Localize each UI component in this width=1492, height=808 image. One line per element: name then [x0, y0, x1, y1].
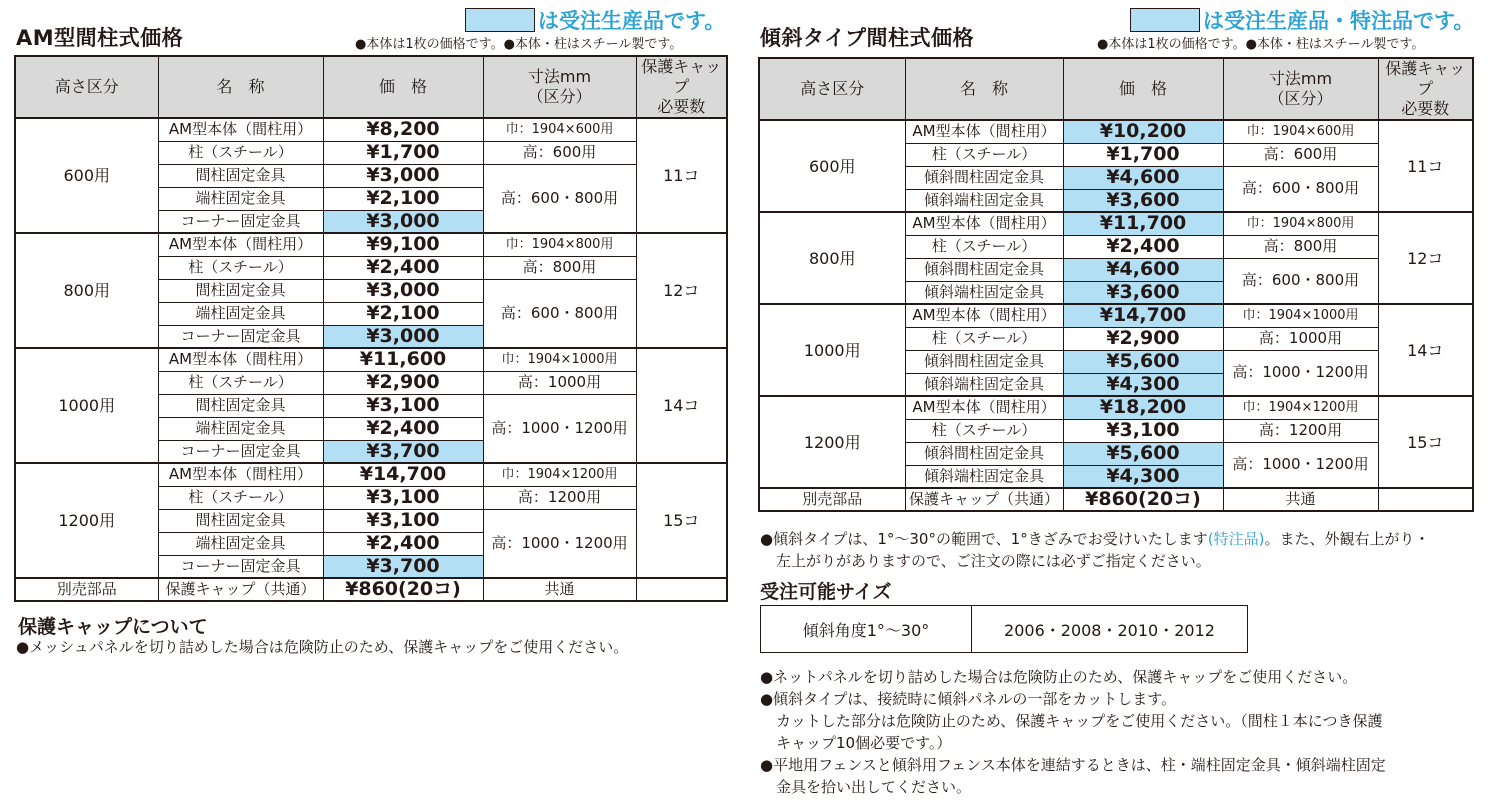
height-class: 800用 — [759, 212, 905, 304]
footer-name: 保護キャップ（共通） — [905, 488, 1063, 511]
left-legend-text: は受注生産品です。 — [538, 9, 726, 33]
item-price: ¥2,400 — [1063, 235, 1223, 258]
item-name: コーナー固定金具 — [158, 210, 323, 233]
table-row — [15, 118, 727, 141]
angle-note — [760, 528, 1480, 572]
cap-count: 11コ — [1378, 120, 1473, 212]
item-name: 傾斜間柱固定金具 — [905, 442, 1063, 465]
item-dimension: 巾：1904×1200用 — [1223, 396, 1378, 419]
cap-title: 保護キャップについて — [18, 616, 208, 638]
column-header: 寸法mm （区分） — [1223, 58, 1378, 120]
footer-row — [759, 488, 1473, 511]
item-price: ¥3,100 — [323, 486, 483, 509]
height-class: 600用 — [759, 120, 905, 212]
item-name: 端柱固定金具 — [158, 417, 323, 440]
item-name: AM型本体（間柱用） — [158, 233, 323, 256]
table-row — [15, 463, 727, 486]
item-name: AM型本体（間柱用） — [158, 463, 323, 486]
item-name: コーナー固定金具 — [158, 555, 323, 578]
item-name: 柱（スチール） — [905, 143, 1063, 166]
note-line: ●傾斜タイプは、接続時に傾斜パネルの一部をカットします。 — [760, 690, 1176, 708]
item-dimension: 高：600用 — [483, 141, 636, 164]
item-dimension: 高：800用 — [483, 256, 636, 279]
sizes-title: 受注可能サイズ — [760, 581, 892, 603]
item-price: ¥5,600 — [1063, 442, 1223, 465]
item-price: ¥2,400 — [323, 532, 483, 555]
angle-note-d: 左上がりがありますので、ご注文の際には必ずご指定ください。 — [776, 552, 1211, 570]
item-dimension: 高：600・800用 — [1223, 258, 1378, 304]
item-price: ¥11,700 — [1063, 212, 1223, 235]
item-price: ¥3,100 — [323, 394, 483, 417]
footer-label: 別売部品 — [15, 578, 158, 601]
item-name: コーナー固定金具 — [158, 325, 323, 348]
sizes-label: 傾斜角度1°～30° — [761, 606, 972, 653]
item-price: ¥1,700 — [323, 141, 483, 164]
table-row — [15, 233, 727, 256]
item-price: ¥3,000 — [323, 325, 483, 348]
column-header: 寸法mm （区分） — [483, 56, 636, 118]
angle-note-c: 。また、外観右上がり・ — [1264, 530, 1430, 548]
sizes-value: 2006・2008・2010・2012 — [972, 606, 1248, 653]
angle-note-special: (特注品) — [1207, 530, 1265, 548]
angle-note-a: ●傾斜タイプは、1°～30°の範囲で、1°きざみでお受けいたします — [760, 530, 1208, 548]
cap-note: ●メッシュパネルを切り詰めした場合は危険防止のため、保護キャップをご使用ください。 — [16, 638, 629, 656]
item-price: ¥9,100 — [323, 233, 483, 256]
item-dimension: 巾：1904×1000用 — [1223, 304, 1378, 327]
item-name: 柱（スチール） — [905, 235, 1063, 258]
item-price: ¥5,600 — [1063, 350, 1223, 373]
item-name: 端柱固定金具 — [158, 302, 323, 325]
right-note: ●本体は1枚の価格です。●本体・柱はスチール製です。 — [1097, 37, 1425, 52]
item-name: 端柱固定金具 — [158, 532, 323, 555]
table-row — [759, 120, 1473, 143]
footer-row — [15, 578, 727, 601]
footer-dimension: 共通 — [1223, 488, 1378, 511]
item-price: ¥2,400 — [323, 256, 483, 279]
column-header: 高さ区分 — [759, 58, 905, 120]
item-price: ¥2,400 — [323, 417, 483, 440]
item-dimension: 巾：1904×800用 — [1223, 212, 1378, 235]
item-price: ¥3,700 — [323, 440, 483, 463]
item-price: ¥1,700 — [1063, 143, 1223, 166]
item-name: AM型本体（間柱用） — [905, 396, 1063, 419]
item-dimension: 高：600用 — [1223, 143, 1378, 166]
item-name: 傾斜間柱固定金具 — [905, 258, 1063, 281]
right-price-table — [758, 57, 1474, 512]
right-legend-text: は受注生産品・特注品です。 — [1203, 9, 1475, 33]
item-price: ¥14,700 — [323, 463, 483, 486]
column-header: 価 格 — [1063, 58, 1223, 120]
item-name: 柱（スチール） — [158, 486, 323, 509]
item-price: ¥8,200 — [323, 118, 483, 141]
item-dimension: 高：1000用 — [483, 371, 636, 394]
footer-empty — [1378, 488, 1473, 511]
item-name: AM型本体（間柱用） — [158, 348, 323, 371]
height-class: 800用 — [15, 233, 158, 348]
item-name: 柱（スチール） — [905, 419, 1063, 442]
column-header: 高さ区分 — [15, 56, 158, 118]
item-dimension: 巾：1904×600用 — [1223, 120, 1378, 143]
footer-price: ¥860(20コ) — [1063, 488, 1223, 511]
footer-name: 保護キャップ（共通） — [158, 578, 323, 601]
item-price: ¥2,900 — [323, 371, 483, 394]
item-price: ¥4,300 — [1063, 465, 1223, 488]
item-price: ¥4,600 — [1063, 166, 1223, 189]
item-dimension: 高：600・800用 — [1223, 166, 1378, 212]
item-dimension: 高：1000用 — [1223, 327, 1378, 350]
column-header: 保護キャップ 必要数 — [636, 56, 727, 118]
cap-count: 15コ — [1378, 396, 1473, 488]
column-header: 価 格 — [323, 56, 483, 118]
left-legend — [465, 5, 725, 35]
footer-price: ¥860(20コ) — [323, 578, 483, 601]
item-dimension: 高：1200用 — [1223, 419, 1378, 442]
item-price: ¥3,000 — [323, 164, 483, 187]
item-name: 柱（スチール） — [158, 256, 323, 279]
table-row — [759, 396, 1473, 419]
column-header: 名 称 — [905, 58, 1063, 120]
left-note: ●本体は1枚の価格です。●本体・柱はスチール製です。 — [355, 37, 683, 52]
height-class: 1000用 — [759, 304, 905, 396]
note-line: キャップ10個必要です。） — [776, 734, 952, 752]
header-row — [759, 58, 1473, 120]
table-row — [759, 212, 1473, 235]
item-price: ¥14,700 — [1063, 304, 1223, 327]
item-dimension: 高：800用 — [1223, 235, 1378, 258]
item-name: 傾斜間柱固定金具 — [905, 350, 1063, 373]
note-line: ●ネットパネルを切り詰めした場合は危険防止のため、保護キャップをご使用ください。 — [760, 668, 1358, 686]
item-dimension: 高：1000・1200用 — [1223, 350, 1378, 396]
item-name: 間柱固定金具 — [158, 394, 323, 417]
cap-count: 14コ — [636, 348, 727, 463]
cap-count: 15コ — [636, 463, 727, 578]
item-name: 柱（スチール） — [905, 327, 1063, 350]
legend-swatch — [1130, 8, 1200, 32]
height-class: 1200用 — [759, 396, 905, 488]
cap-count: 11コ — [636, 118, 727, 233]
item-price: ¥3,100 — [1063, 419, 1223, 442]
header-row — [15, 56, 727, 118]
item-name: AM型本体（間柱用） — [158, 118, 323, 141]
item-dimension: 高：600・800用 — [483, 164, 636, 233]
item-price: ¥11,600 — [323, 348, 483, 371]
item-name: 間柱固定金具 — [158, 509, 323, 532]
item-name: AM型本体（間柱用） — [905, 304, 1063, 327]
note-line: 金具を拾い出してください。 — [776, 778, 972, 796]
note-line: カットした部分は危険防止のため、保護キャップをご使用ください。（間柱１本につき保護 — [776, 712, 1383, 730]
column-header: 名 称 — [158, 56, 323, 118]
item-name: 間柱固定金具 — [158, 164, 323, 187]
height-class: 1000用 — [15, 348, 158, 463]
item-price: ¥4,600 — [1063, 258, 1223, 281]
item-dimension: 高：1200用 — [483, 486, 636, 509]
item-name: AM型本体（間柱用） — [905, 120, 1063, 143]
column-header: 保護キャップ 必要数 — [1378, 58, 1473, 120]
item-name: 傾斜端柱固定金具 — [905, 465, 1063, 488]
item-dimension: 巾：1904×600用 — [483, 118, 636, 141]
item-price: ¥18,200 — [1063, 396, 1223, 419]
item-dimension: 高：1000・1200用 — [483, 509, 636, 578]
item-price: ¥10,200 — [1063, 120, 1223, 143]
item-price: ¥3,600 — [1063, 189, 1223, 212]
item-name: 傾斜端柱固定金具 — [905, 373, 1063, 396]
item-dimension: 巾：1904×1000用 — [483, 348, 636, 371]
right-legend — [1130, 5, 1474, 35]
item-dimension: 高：1000・1200用 — [1223, 442, 1378, 488]
table-row — [759, 304, 1473, 327]
left-price-table — [14, 55, 728, 602]
item-dimension: 巾：1904×800用 — [483, 233, 636, 256]
item-price: ¥2,100 — [323, 187, 483, 210]
item-price: ¥2,100 — [323, 302, 483, 325]
item-price: ¥3,700 — [323, 555, 483, 578]
item-price: ¥2,900 — [1063, 327, 1223, 350]
footer-empty — [636, 578, 727, 601]
height-class: 1200用 — [15, 463, 158, 578]
item-name: コーナー固定金具 — [158, 440, 323, 463]
item-dimension: 巾：1904×1200用 — [483, 463, 636, 486]
cap-count: 12コ — [1378, 212, 1473, 304]
height-class: 600用 — [15, 118, 158, 233]
left-title: AM型間柱式価格 — [16, 26, 184, 50]
item-dimension: 高：1000・1200用 — [483, 394, 636, 463]
item-name: 傾斜端柱固定金具 — [905, 281, 1063, 304]
item-name: 柱（スチール） — [158, 141, 323, 164]
footer-label: 別売部品 — [759, 488, 905, 511]
cap-count: 14コ — [1378, 304, 1473, 396]
item-price: ¥3,100 — [323, 509, 483, 532]
item-name: 傾斜端柱固定金具 — [905, 189, 1063, 212]
item-name: 端柱固定金具 — [158, 187, 323, 210]
sizes-table — [760, 605, 1248, 653]
item-name: 間柱固定金具 — [158, 279, 323, 302]
item-name: 柱（スチール） — [158, 371, 323, 394]
item-price: ¥3,000 — [323, 210, 483, 233]
right-title: 傾斜タイプ間柱式価格 — [760, 26, 974, 50]
item-price: ¥4,300 — [1063, 373, 1223, 396]
footer-dimension: 共通 — [483, 578, 636, 601]
right-notes — [760, 666, 1480, 798]
cap-count: 12コ — [636, 233, 727, 348]
table-row — [15, 348, 727, 371]
item-name: 傾斜間柱固定金具 — [905, 166, 1063, 189]
note-line: ●平地用フェンスと傾斜用フェンス本体を連結するときは、柱・端柱固定金具・傾斜端柱固定 — [760, 756, 1386, 774]
item-price: ¥3,000 — [323, 279, 483, 302]
item-dimension: 高：600・800用 — [483, 279, 636, 348]
item-name: AM型本体（間柱用） — [905, 212, 1063, 235]
item-price: ¥3,600 — [1063, 281, 1223, 304]
legend-swatch — [465, 8, 535, 32]
